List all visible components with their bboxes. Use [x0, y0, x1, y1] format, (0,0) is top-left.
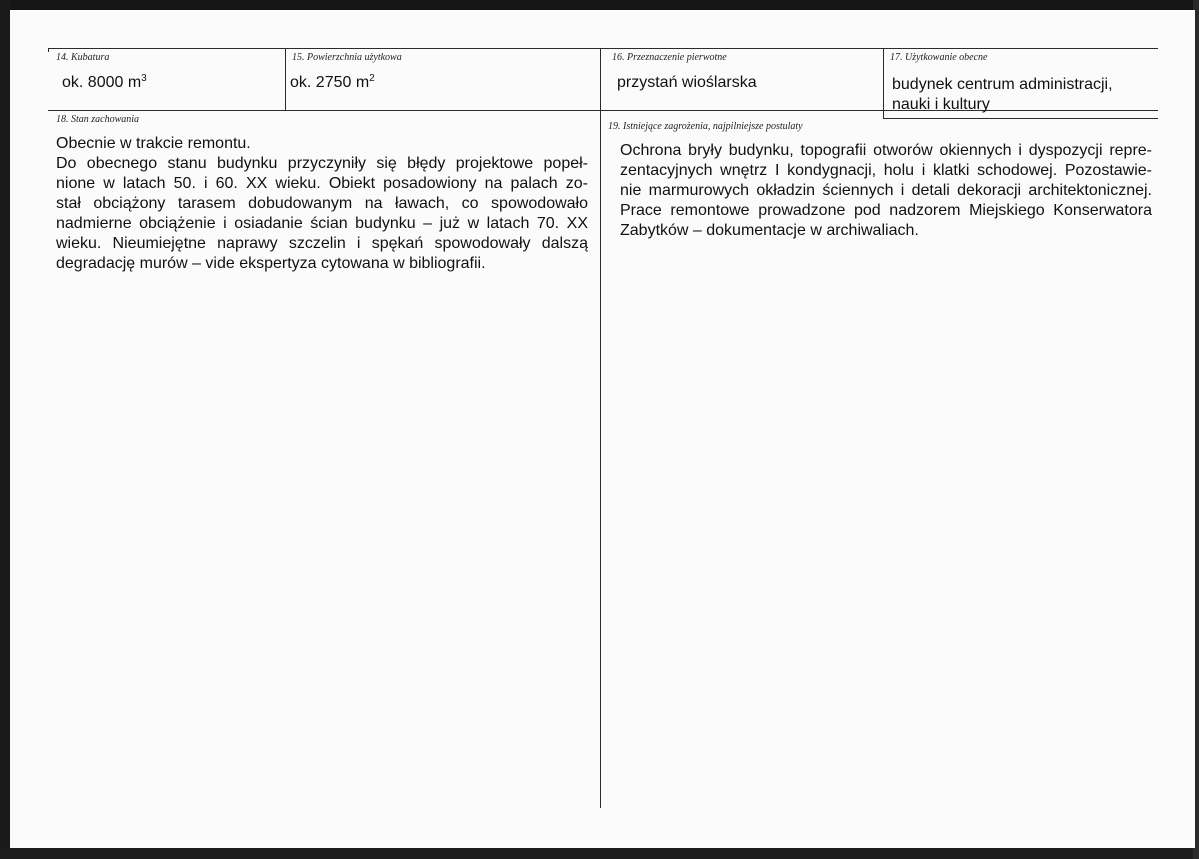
rule-17-bottom	[883, 118, 1158, 119]
kubatura-label: 14. Kubatura	[56, 52, 110, 63]
kubatura-value: ok. 8000 $m^3$	[62, 73, 147, 91]
przeznaczenie-label: 16. Przeznaczenie pierwotne	[612, 52, 727, 63]
document-page	[10, 10, 1195, 848]
scan-border-left	[0, 0, 10, 859]
powierzchnia-value: ok. 2750 $m^2$	[290, 73, 375, 91]
zagrozenia-label: 19. Istniejące zagrożenia, najpilniejsze postulaty	[608, 121, 803, 132]
scan-border-bottom	[0, 848, 1199, 859]
top-rule	[48, 48, 1158, 49]
divider-14-15	[285, 48, 286, 111]
center-divider	[600, 48, 601, 808]
stan-text: Obecnie w trakcie remontu. Do obecnego stanu budynku przyczyniły się błędy projektowe popeł- nione w latach 50. i 60. XX wieku. Obiekt posadowiony na palach zo- stał obciążony tarasem dobudowanym na ławach, co spowodowało nadmierne obciążenie i osiadanie ścian budynku – już w latach 70. XX wieku. Nieumiejętne naprawy szczelin i spękań spowodowały dalszą degradację murów – vide ekspertyza cytowana w bibliografii.	[56, 135, 588, 272]
divider-16-17	[883, 48, 884, 119]
left-edge-rule	[48, 48, 49, 52]
uzytkowanie-value: budynek centrum administracji, nauki i kultury	[892, 76, 1113, 113]
stan-label: 18. Stan zachowania	[56, 114, 140, 125]
przeznaczenie-value: przystań wioślarska	[617, 74, 757, 91]
zagrozenia-text: Ochrona bryły budynku, topografii otworów okiennych i dyspozycji repre- zentacyjnych wnętrz I kondygnacji, holu i klatki schodowej. Pozostawie- nie marmurowych okładzin ściennych i detali dekoracji architektonicznej. Prace remontowe prowadzone pod nadzorem Miejskiego Konserwatora Zabytków – dokumentacje w archiwaliach.	[620, 142, 1152, 239]
scan-border-top	[0, 0, 1199, 10]
uzytkowanie-label: 17. Użytkowanie obecne	[890, 52, 988, 63]
powierzchnia-label: 15. Powierzchnia użytkowa	[292, 52, 402, 63]
